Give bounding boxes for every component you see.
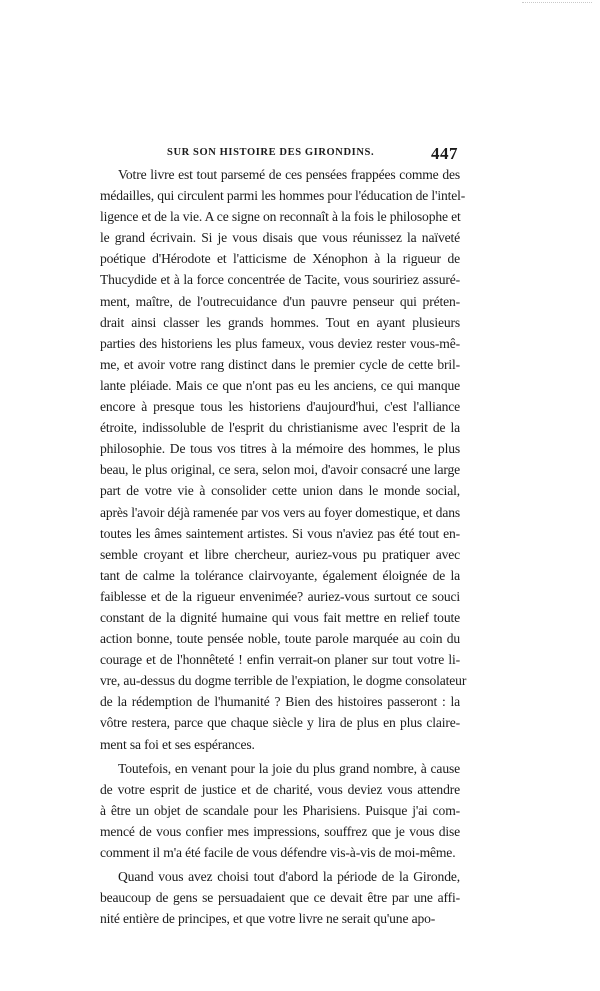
paragraph [100,758,460,863]
text-line: beau, le plus original, ce sera, selon moi, d'avoir consacré une large [100,462,460,478]
text-line: vôtre restera, parce que chaque siècle y lira de plus en plus claire- [100,715,460,731]
text-line: à être un objet de scandale pour les Pharisiens. Puisque j'ai com- [100,802,460,818]
text-line: de votre esprit de justice et de charité, vous deviez vous attendre [100,781,460,797]
text-line: Quand vous avez choisi tout d'abord la période de la Gironde, [118,869,460,885]
text-line: me, et avoir votre rang distinct dans le premier cycle de cette bril- [100,356,460,372]
text-line: de la rédemption de l'humanité ? Bien des histoires passeront : la [100,694,460,710]
running-title: SUR SON HISTOIRE DES GIRONDINS. [167,147,375,158]
text-line: toutes les âmes saintement artistes. Si vous n'aviez pas été tout en- [100,525,460,541]
text-line: action bonne, toute pensée noble, toute parole marquée au coin du [100,631,460,647]
text-line: Votre livre est tout parsemé de ces pensées frappées comme des [118,167,460,182]
text-line: mencé de vous confier mes impressions, souffrez que je vous dise [100,823,460,839]
text-line: courage et de l'honnêteté ! enfin verrait-on planer sur tout votre li- [100,652,460,668]
text-line: beaucoup de gens se persuadaient que ce devait être par une affi- [100,890,460,906]
text-line: faiblesse et de la rigueur envenimée? auriez-vous surtout ce souci [100,588,460,604]
text-line: tant de calme la tolérance clairvoyante, également éloignée de la [100,567,460,583]
text-line: Thucydide et à la force concentrée de Tacite, vous souririez assuré- [100,272,460,288]
text-line: après l'avoir déjà ramenée par vos vers au foyer domestique, et dans [100,504,460,520]
text-line: Toutefois, en venant pour la joie du plus grand nombre, à cause [118,760,460,776]
text-line: encore à presque tous les historiens d'aujourd'hui, c'est l'alliance [100,399,460,415]
paragraph [100,866,460,929]
text-line: comment il m'a été facile de vous défendre vis-à-vis de moi-même. [100,845,456,860]
text-line: ment sa foi et ses espérances. [100,736,255,752]
text-line: poétique d'Hérodote et l'atticisme de Xénophon à la rigueur de [100,251,460,267]
text-line: nité entière de principes, et que votre livre ne serait qu'une apo- [100,911,436,927]
paragraph [100,164,467,755]
running-header [100,146,460,164]
text-line: parties des historiens les plus fameux, vous deviez rester vous-mê- [100,335,460,351]
text-line: philosophie. De tous vos titres à la mémoire des hommes, le plus [100,441,460,457]
text-line: constant de la dignité humaine qui vous fait mettre en relief toute [100,609,460,625]
page-number: 447 [431,144,458,163]
text-line: étroite, indissoluble de l'esprit du christianisme avec l'esprit de la [100,420,460,436]
text-line: médailles, qui circulent parmi les hommes pour l'éducation de l'intel- [100,188,466,204]
body-text [100,164,467,929]
text-line: ligence et de la vie. A ce signe on reconnaît à la fois le philosophe et [100,209,461,225]
text-line: part de votre vie à consolider cette union dans le monde social, [100,483,460,499]
text-line: le grand écrivain. Si je vous disais que vous réunissez la naïveté [100,230,460,246]
text-line: drait ainsi classer les grands hommes. Tout en ayant plusieurs [100,314,460,330]
text-line: vre, au-dessus du dogme terrible de l'expiation, le dogme consolateur [100,673,467,689]
text-line: lante pléiade. Mais ce que n'ont pas eu les anciens, ce qui manque [100,377,460,393]
scan-edge-mark [522,2,592,6]
text-line: ment, maître, de l'outrecuidance d'un pauvre penseur qui préten- [100,293,460,309]
text-line: semble croyant et libre chercheur, auriez-vous pu pratiquer avec [100,546,460,562]
